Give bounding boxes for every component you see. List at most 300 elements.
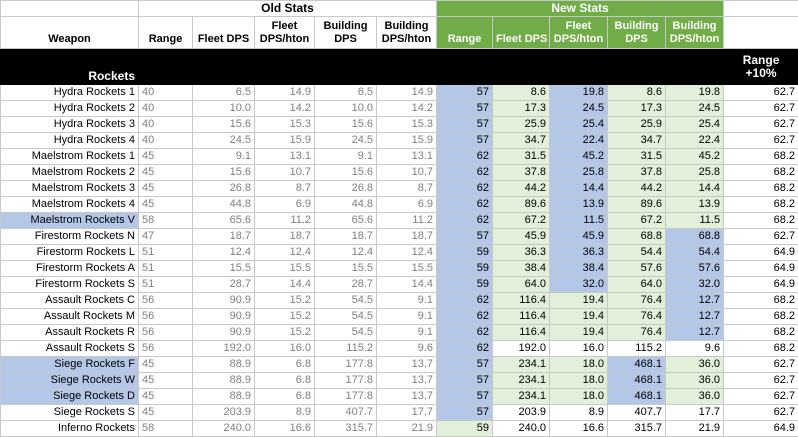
table-row	[1, 293, 798, 309]
cell-o-range: 45	[139, 165, 193, 181]
cell-weapon: Inferno Rockets	[1, 421, 139, 437]
col-old-building-dps-hton: Building DPS/hton	[377, 17, 437, 49]
cell-o-range: 47	[139, 229, 193, 245]
cell-o-fdpsh: 6.9	[255, 197, 315, 213]
cell-n-fdps: 36.3	[493, 245, 550, 261]
cell-range10: 64.9	[724, 421, 798, 437]
table-row	[1, 389, 798, 405]
col-new-fleet-dps: Fleet DPS	[493, 17, 550, 49]
cell-o-fdps: 192.0	[193, 341, 255, 357]
col-old-building-dps: Building DPS	[315, 17, 377, 49]
cell-o-fdps: 15.6	[193, 165, 255, 181]
cell-n-fdpsh: 45.2	[550, 149, 608, 165]
cell-o-bdps: 15.6	[315, 117, 377, 133]
cell-weapon: Maelstrom Rockets 3	[1, 181, 139, 197]
cell-o-fdps: 203.9	[193, 405, 255, 421]
blank-header-cell	[724, 1, 798, 17]
cell-n-bdps: 57.6	[608, 261, 666, 277]
cell-n-range: 62	[437, 325, 493, 341]
cell-o-bdpsh: 14.4	[377, 277, 437, 293]
cell-n-bdps: 8.6	[608, 85, 666, 101]
cell-weapon: Maelstrom Rockets 4	[1, 197, 139, 213]
cell-n-range: 62	[437, 197, 493, 213]
section-row	[1, 49, 798, 85]
cell-o-fdps: 9.1	[193, 149, 255, 165]
cell-o-range: 56	[139, 341, 193, 357]
cell-o-range: 58	[139, 421, 193, 437]
section-title: Rockets	[1, 49, 139, 85]
cell-weapon: Maelstrom Rockets V	[1, 213, 139, 229]
cell-n-fdps: 234.1	[493, 389, 550, 405]
blank-header-cell	[1, 1, 139, 17]
cell-o-fdpsh: 8.7	[255, 181, 315, 197]
cell-o-fdps: 6.5	[193, 85, 255, 101]
cell-o-range: 45	[139, 197, 193, 213]
cell-n-range: 57	[437, 389, 493, 405]
cell-o-bdpsh: 6.9	[377, 197, 437, 213]
col-blank	[724, 17, 798, 49]
cell-range10: 68.2	[724, 213, 798, 229]
cell-n-fdpsh: 32.0	[550, 277, 608, 293]
cell-o-fdps: 90.9	[193, 293, 255, 309]
cell-n-bdps: 68.8	[608, 229, 666, 245]
cell-range10: 68.2	[724, 309, 798, 325]
cell-n-bdpsh: 24.5	[666, 101, 724, 117]
cell-o-bdpsh: 17.7	[377, 405, 437, 421]
cell-o-fdpsh: 16.6	[255, 421, 315, 437]
cell-n-bdpsh: 13.9	[666, 197, 724, 213]
cell-o-bdps: 15.6	[315, 165, 377, 181]
cell-o-fdpsh: 14.2	[255, 101, 315, 117]
col-old-range: Range	[139, 17, 193, 49]
cell-n-fdps: 45.9	[493, 229, 550, 245]
cell-weapon: Siege Rockets F	[1, 357, 139, 373]
cell-o-bdps: 24.5	[315, 133, 377, 149]
cell-weapon: Firestorm Rockets N	[1, 229, 139, 245]
cell-n-bdps: 76.4	[608, 325, 666, 341]
col-new-building-dps: Building DPS	[608, 17, 666, 49]
cell-n-fdpsh: 19.4	[550, 293, 608, 309]
cell-n-range: 62	[437, 309, 493, 325]
cell-n-fdps: 234.1	[493, 357, 550, 373]
cell-n-bdps: 17.3	[608, 101, 666, 117]
cell-n-range: 57	[437, 133, 493, 149]
cell-n-range: 62	[437, 213, 493, 229]
cell-n-fdpsh: 25.4	[550, 117, 608, 133]
cell-o-bdps: 26.8	[315, 181, 377, 197]
cell-o-range: 40	[139, 117, 193, 133]
cell-n-fdps: 234.1	[493, 373, 550, 389]
cell-n-range: 57	[437, 229, 493, 245]
cell-n-bdpsh: 12.7	[666, 325, 724, 341]
cell-n-fdpsh: 36.3	[550, 245, 608, 261]
table-row	[1, 341, 798, 357]
cell-n-fdps: 8.6	[493, 85, 550, 101]
cell-n-bdpsh: 22.4	[666, 133, 724, 149]
cell-o-bdps: 315.7	[315, 421, 377, 437]
cell-n-bdps: 407.7	[608, 405, 666, 421]
cell-range10: 62.7	[724, 357, 798, 373]
cell-n-fdpsh: 38.4	[550, 261, 608, 277]
cell-n-range: 57	[437, 373, 493, 389]
cell-o-bdpsh: 14.2	[377, 101, 437, 117]
cell-o-bdps: 6.5	[315, 85, 377, 101]
cell-n-fdpsh: 25.8	[550, 165, 608, 181]
cell-o-fdpsh: 18.7	[255, 229, 315, 245]
table-row	[1, 165, 798, 181]
cell-n-fdpsh: 18.0	[550, 373, 608, 389]
cell-o-range: 51	[139, 277, 193, 293]
cell-o-bdpsh: 15.3	[377, 117, 437, 133]
col-new-fleet-dps-hton: Fleet DPS/hton	[550, 17, 608, 49]
cell-o-fdps: 15.6	[193, 117, 255, 133]
table-row	[1, 277, 798, 293]
cell-weapon: Firestorm Rockets L	[1, 245, 139, 261]
cell-n-bdpsh: 25.8	[666, 165, 724, 181]
cell-o-bdps: 65.6	[315, 213, 377, 229]
cell-n-range: 62	[437, 181, 493, 197]
cell-o-fdps: 240.0	[193, 421, 255, 437]
cell-n-fdpsh: 11.5	[550, 213, 608, 229]
cell-o-bdpsh: 8.7	[377, 181, 437, 197]
cell-o-fdpsh: 15.2	[255, 309, 315, 325]
cell-n-bdpsh: 36.0	[666, 373, 724, 389]
cell-o-bdps: 15.5	[315, 261, 377, 277]
cell-n-fdps: 240.0	[493, 421, 550, 437]
cell-o-fdpsh: 14.9	[255, 85, 315, 101]
cell-o-fdpsh: 13.1	[255, 149, 315, 165]
cell-n-bdpsh: 12.7	[666, 293, 724, 309]
cell-n-fdps: 38.4	[493, 261, 550, 277]
cell-o-bdps: 10.0	[315, 101, 377, 117]
cell-o-range: 45	[139, 181, 193, 197]
cell-o-fdpsh: 15.3	[255, 117, 315, 133]
table-row	[1, 325, 798, 341]
cell-range10: 68.2	[724, 341, 798, 357]
cell-o-fdps: 44.8	[193, 197, 255, 213]
cell-weapon: Firestorm Rockets S	[1, 277, 139, 293]
cell-o-fdps: 65.6	[193, 213, 255, 229]
cell-n-bdps: 37.8	[608, 165, 666, 181]
cell-weapon: Hydra Rockets 1	[1, 85, 139, 101]
cell-weapon: Hydra Rockets 2	[1, 101, 139, 117]
cell-o-bdps: 9.1	[315, 149, 377, 165]
cell-o-fdpsh: 14.4	[255, 277, 315, 293]
cell-range10: 62.7	[724, 229, 798, 245]
cell-range10: 68.2	[724, 165, 798, 181]
cell-o-bdps: 115.2	[315, 341, 377, 357]
cell-o-fdpsh: 15.2	[255, 293, 315, 309]
cell-o-range: 45	[139, 357, 193, 373]
cell-o-fdpsh: 6.8	[255, 389, 315, 405]
range-note: Range +10%	[724, 49, 798, 85]
cell-range10: 64.9	[724, 245, 798, 261]
cell-n-fdps: 89.6	[493, 197, 550, 213]
cell-range10: 62.7	[724, 133, 798, 149]
cell-o-bdpsh: 9.6	[377, 341, 437, 357]
cell-n-bdpsh: 45.2	[666, 149, 724, 165]
cell-o-fdpsh: 6.8	[255, 357, 315, 373]
new-stats-header: New Stats	[437, 1, 724, 17]
cell-n-bdpsh: 36.0	[666, 389, 724, 405]
cell-n-fdpsh: 45.9	[550, 229, 608, 245]
col-weapon: Weapon	[1, 17, 139, 49]
cell-n-range: 62	[437, 165, 493, 181]
cell-n-fdps: 31.5	[493, 149, 550, 165]
old-stats-header: Old Stats	[139, 1, 437, 17]
cell-o-bdps: 18.7	[315, 229, 377, 245]
cell-range10: 62.7	[724, 101, 798, 117]
cell-n-bdps: 468.1	[608, 373, 666, 389]
cell-n-bdps: 76.4	[608, 309, 666, 325]
cell-o-bdps: 177.8	[315, 389, 377, 405]
cell-n-fdps: 25.9	[493, 117, 550, 133]
cell-n-range: 57	[437, 405, 493, 421]
cell-n-bdps: 315.7	[608, 421, 666, 437]
cell-n-range: 59	[437, 421, 493, 437]
section-spacer	[139, 49, 724, 85]
group-header-row	[1, 1, 798, 17]
cell-n-fdps: 44.2	[493, 181, 550, 197]
cell-n-range: 57	[437, 117, 493, 133]
cell-o-bdpsh: 15.5	[377, 261, 437, 277]
cell-n-range: 59	[437, 277, 493, 293]
cell-o-fdps: 88.9	[193, 389, 255, 405]
cell-n-fdps: 37.8	[493, 165, 550, 181]
cell-weapon: Siege Rockets D	[1, 389, 139, 405]
table-row	[1, 421, 798, 437]
cell-range10: 64.9	[724, 261, 798, 277]
cell-o-bdpsh: 9.1	[377, 325, 437, 341]
cell-o-range: 45	[139, 389, 193, 405]
cell-o-range: 45	[139, 373, 193, 389]
cell-n-bdps: 25.9	[608, 117, 666, 133]
cell-n-fdpsh: 24.5	[550, 101, 608, 117]
cell-o-bdpsh: 12.4	[377, 245, 437, 261]
cell-range10: 62.7	[724, 373, 798, 389]
table-row	[1, 149, 798, 165]
cell-o-bdps: 407.7	[315, 405, 377, 421]
cell-o-range: 56	[139, 309, 193, 325]
cell-n-range: 62	[437, 341, 493, 357]
cell-range10: 68.2	[724, 181, 798, 197]
cell-o-fdpsh: 15.5	[255, 261, 315, 277]
col-new-building-dps-hton: Building DPS/hton	[666, 17, 724, 49]
table-row	[1, 245, 798, 261]
cell-o-bdpsh: 18.7	[377, 229, 437, 245]
cell-n-fdps: 116.4	[493, 325, 550, 341]
table-row	[1, 117, 798, 133]
cell-n-bdps: 76.4	[608, 293, 666, 309]
cell-n-fdpsh: 22.4	[550, 133, 608, 149]
cell-n-fdpsh: 18.0	[550, 389, 608, 405]
cell-range10: 64.9	[724, 277, 798, 293]
cell-o-range: 45	[139, 149, 193, 165]
cell-weapon: Maelstrom Rockets 1	[1, 149, 139, 165]
cell-weapon: Siege Rockets S	[1, 405, 139, 421]
cell-o-bdpsh: 13.7	[377, 373, 437, 389]
cell-o-bdpsh: 13.7	[377, 389, 437, 405]
cell-n-fdps: 192.0	[493, 341, 550, 357]
cell-n-fdpsh: 19.4	[550, 309, 608, 325]
cell-n-fdps: 116.4	[493, 293, 550, 309]
table-row	[1, 405, 798, 421]
cell-n-fdpsh: 19.4	[550, 325, 608, 341]
cell-o-range: 51	[139, 261, 193, 277]
cell-o-fdps: 18.7	[193, 229, 255, 245]
cell-n-bdpsh: 11.5	[666, 213, 724, 229]
table-row	[1, 181, 798, 197]
cell-o-fdps: 10.0	[193, 101, 255, 117]
cell-weapon: Hydra Rockets 4	[1, 133, 139, 149]
cell-o-range: 51	[139, 245, 193, 261]
cell-n-fdpsh: 13.9	[550, 197, 608, 213]
cell-n-fdpsh: 19.8	[550, 85, 608, 101]
cell-o-range: 56	[139, 293, 193, 309]
cell-o-range: 56	[139, 325, 193, 341]
cell-weapon: Assault Rockets C	[1, 293, 139, 309]
cell-n-bdpsh: 68.8	[666, 229, 724, 245]
cell-o-range: 40	[139, 85, 193, 101]
table-row	[1, 197, 798, 213]
cell-o-range: 58	[139, 213, 193, 229]
cell-n-bdps: 64.0	[608, 277, 666, 293]
cell-n-fdpsh: 16.6	[550, 421, 608, 437]
cell-o-bdpsh: 11.2	[377, 213, 437, 229]
cell-o-bdpsh: 9.1	[377, 309, 437, 325]
cell-n-bdps: 34.7	[608, 133, 666, 149]
cell-n-bdpsh: 36.0	[666, 357, 724, 373]
cell-n-bdpsh: 57.6	[666, 261, 724, 277]
cell-n-fdps: 116.4	[493, 309, 550, 325]
cell-n-bdps: 54.4	[608, 245, 666, 261]
cell-range10: 62.7	[724, 85, 798, 101]
cell-n-range: 62	[437, 149, 493, 165]
cell-n-bdpsh: 17.7	[666, 405, 724, 421]
cell-n-bdpsh: 12.7	[666, 309, 724, 325]
cell-o-bdps: 54.5	[315, 293, 377, 309]
cell-o-fdpsh: 6.8	[255, 373, 315, 389]
cell-n-bdpsh: 32.0	[666, 277, 724, 293]
cell-n-bdps: 89.6	[608, 197, 666, 213]
cell-o-bdps: 177.8	[315, 357, 377, 373]
cell-o-fdps: 90.9	[193, 309, 255, 325]
cell-weapon: Firestorm Rockets A	[1, 261, 139, 277]
cell-range10: 68.2	[724, 325, 798, 341]
cell-o-range: 40	[139, 133, 193, 149]
cell-o-bdps: 12.4	[315, 245, 377, 261]
cell-n-bdpsh: 21.9	[666, 421, 724, 437]
cell-n-fdpsh: 18.0	[550, 357, 608, 373]
cell-o-bdps: 177.8	[315, 373, 377, 389]
cell-weapon: Siege Rockets W	[1, 373, 139, 389]
cell-n-bdpsh: 25.4	[666, 117, 724, 133]
cell-range10: 62.7	[724, 117, 798, 133]
cell-range10: 62.7	[724, 405, 798, 421]
cell-weapon: Assault Rockets R	[1, 325, 139, 341]
cell-n-bdps: 468.1	[608, 357, 666, 373]
table-row	[1, 213, 798, 229]
cell-n-bdps: 44.2	[608, 181, 666, 197]
cell-n-range: 59	[437, 261, 493, 277]
cell-o-fdps: 15.5	[193, 261, 255, 277]
column-header-row	[1, 17, 798, 49]
cell-o-bdpsh: 9.1	[377, 293, 437, 309]
cell-o-fdps: 24.5	[193, 133, 255, 149]
table-row	[1, 373, 798, 389]
cell-o-fdps: 26.8	[193, 181, 255, 197]
cell-n-bdps: 67.2	[608, 213, 666, 229]
table-row	[1, 133, 798, 149]
cell-o-range: 40	[139, 101, 193, 117]
cell-n-bdps: 468.1	[608, 389, 666, 405]
cell-o-bdps: 54.5	[315, 309, 377, 325]
cell-o-fdpsh: 8.9	[255, 405, 315, 421]
table-row	[1, 229, 798, 245]
cell-o-fdps: 28.7	[193, 277, 255, 293]
col-old-fleet-dps: Fleet DPS	[193, 17, 255, 49]
cell-o-fdpsh: 16.0	[255, 341, 315, 357]
cell-o-bdpsh: 10.7	[377, 165, 437, 181]
cell-range10: 68.2	[724, 197, 798, 213]
cell-n-fdpsh: 14.4	[550, 181, 608, 197]
cell-range10: 62.7	[724, 389, 798, 405]
cell-o-fdps: 90.9	[193, 325, 255, 341]
table-row	[1, 85, 798, 101]
cell-o-fdpsh: 15.9	[255, 133, 315, 149]
table-row	[1, 357, 798, 373]
cell-n-fdps: 34.7	[493, 133, 550, 149]
cell-n-bdpsh: 54.4	[666, 245, 724, 261]
table-row	[1, 261, 798, 277]
cell-o-bdpsh: 13.1	[377, 149, 437, 165]
cell-o-bdps: 54.5	[315, 325, 377, 341]
cell-o-fdpsh: 12.4	[255, 245, 315, 261]
table-row	[1, 309, 798, 325]
cell-o-fdpsh: 11.2	[255, 213, 315, 229]
cell-n-range: 59	[437, 245, 493, 261]
cell-n-range: 57	[437, 101, 493, 117]
cell-weapon: Hydra Rockets 3	[1, 117, 139, 133]
cell-n-bdpsh: 9.6	[666, 341, 724, 357]
cell-o-bdpsh: 14.9	[377, 85, 437, 101]
cell-weapon: Assault Rockets M	[1, 309, 139, 325]
cell-weapon: Maelstrom Rockets 2	[1, 165, 139, 181]
cell-o-fdps: 88.9	[193, 373, 255, 389]
cell-o-bdps: 44.8	[315, 197, 377, 213]
cell-weapon: Assault Rockets S	[1, 341, 139, 357]
cell-n-fdps: 67.2	[493, 213, 550, 229]
cell-o-fdps: 12.4	[193, 245, 255, 261]
cell-n-range: 57	[437, 357, 493, 373]
cell-o-bdpsh: 13.7	[377, 357, 437, 373]
cell-n-fdps: 64.0	[493, 277, 550, 293]
col-old-fleet-dps-hton: Fleet DPS/hton	[255, 17, 315, 49]
cell-n-fdps: 17.3	[493, 101, 550, 117]
cell-range10: 68.2	[724, 293, 798, 309]
cell-n-bdps: 115.2	[608, 341, 666, 357]
cell-n-fdpsh: 8.9	[550, 405, 608, 421]
cell-o-fdpsh: 15.2	[255, 325, 315, 341]
cell-n-fdps: 203.9	[493, 405, 550, 421]
cell-n-bdps: 31.5	[608, 149, 666, 165]
cell-o-bdps: 28.7	[315, 277, 377, 293]
col-new-range: Range	[437, 17, 493, 49]
cell-n-bdpsh: 14.4	[666, 181, 724, 197]
cell-o-fdpsh: 10.7	[255, 165, 315, 181]
cell-o-range: 45	[139, 405, 193, 421]
cell-o-bdpsh: 21.9	[377, 421, 437, 437]
